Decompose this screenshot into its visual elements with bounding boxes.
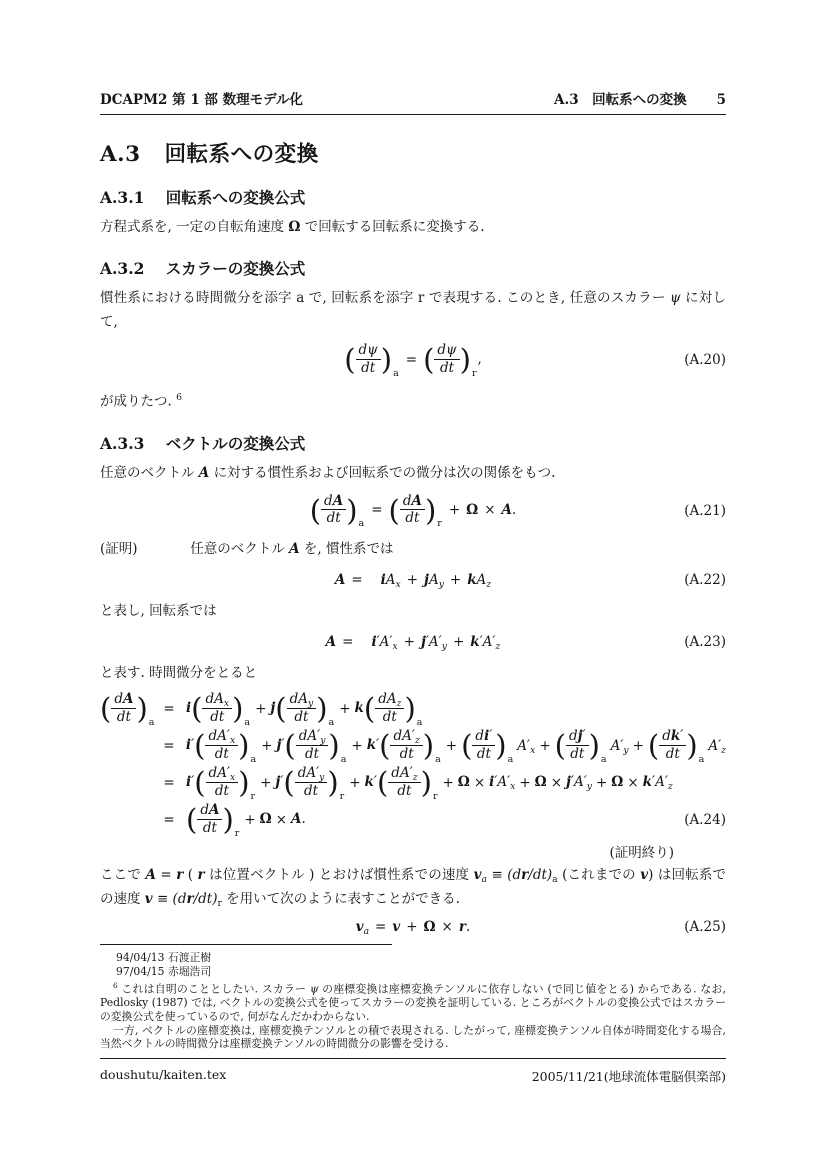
equation-a20-body: ( $\frac{d\psi}{dt}$ )$_a=$ ( $\frac{d\psi}{dt}$ )$_r$, xyxy=(344,342,482,379)
proof-end-label: (証明終り) xyxy=(609,844,674,861)
equation-a22-number: (A.22) xyxy=(684,571,726,588)
equation-a20 xyxy=(100,338,726,382)
equation-a24-row1-lhs: ( $\frac{dA}{dt}$ )$_a$ xyxy=(100,691,155,728)
footnote-6-paragraph-1: $^6$ これは自明のこととしたい. スカラー ψ の座標変換は座標変換テンソルに依存しない (で同じ値をとる) からである. なお, Pedlosky (1987) では, ベクトルの変換公式を使ってスカラーの変換を証明している. ところがベクトルの変換公式ではスカラーの変換公式を使っているので, 何がなんだかわからない. xyxy=(100,980,726,1023)
equation-a24-row1-rhs: i( $\frac{dA_x}{dt}$ )$_a+ j$( $\frac{dA_y}{dt}$ )$_a+ k$( $\frac{dA_z}{dt}$ )$_a$ xyxy=(186,691,423,728)
page-footer xyxy=(100,1058,726,1085)
equation-a24-row3 xyxy=(100,765,726,802)
equals-sign: = xyxy=(163,812,175,828)
equation-a23 xyxy=(100,625,726,659)
subsection-heading-a33 xyxy=(100,432,726,454)
equation-a24-row1 xyxy=(100,691,726,728)
equation-a21 xyxy=(100,489,726,533)
proof-intro-text: 任意のベクトル A を, 慣性系では xyxy=(190,540,394,557)
equation-a22-body: $A = iA_x + jA_y + kA_z$ xyxy=(334,571,492,590)
equation-a21-number: (A.21) xyxy=(684,502,726,519)
paragraph-holds: が成りたつ. $^6$ xyxy=(100,392,182,410)
footnote-date-2: 97/04/15 赤堀浩司 xyxy=(116,964,212,978)
header-left-title: DCAPM2 第 1 部 数理モデル化 xyxy=(100,92,303,108)
paragraph-velocity: ここで A = r ( r は位置ベクトル ) とおけば慣性系での速度 $v_a \equiv (dr/dt)_a$ (これまでの v) は回転系での速度 $v \equiv (dr/dt)_r$ を用いて次のように表すことができる. xyxy=(100,866,727,909)
subsection-number: A.3.2 xyxy=(100,259,145,278)
equation-a24-number: (A.24) xyxy=(684,812,726,828)
equation-a23-number: (A.23) xyxy=(684,633,726,650)
equation-a24-row2 xyxy=(100,728,726,765)
subsection-title: ベクトルの変換公式 xyxy=(165,434,306,453)
footer-date-credit: 2005/11/21(地球流体電脳倶楽部) xyxy=(531,1069,726,1084)
equation-a24-row2-rhs: i′( $\frac{dA'_x}{dt}$ )$_a+ j'$( $\frac{dA'_y}{dt}$ )$_a+ k'$( $\frac{dA'_z}{dt}$ )$_a+$ ( $\frac{di'}{dt}$ )$_aA'_x$ + ( $\frac{dj'}{dt}$ )$_aA'_y$ + ( $\frac{dk'}{dt}$ )$_aA'_z$ xyxy=(185,728,726,765)
proof-label: (証明) xyxy=(100,540,138,557)
header-right xyxy=(554,88,726,108)
footnote-block xyxy=(100,944,726,1051)
subsection-title: 回転系への変換公式 xyxy=(165,189,306,207)
equation-a23-body: $A = i'A'_x + j'A'_y + k'A'_z$ xyxy=(325,633,501,652)
equation-a24-row4 xyxy=(100,802,726,839)
subsection-number: A.3.1 xyxy=(100,188,145,207)
footnote-separator xyxy=(100,944,392,945)
paragraph-timederiv: と表す. 時間微分をとると xyxy=(100,664,258,681)
equation-a24 xyxy=(100,691,726,839)
footer-filename: doushutu/kaiten.tex xyxy=(100,1067,227,1082)
equals-sign: = xyxy=(163,775,175,791)
equals-sign: = xyxy=(163,701,175,717)
proof-start-line xyxy=(100,537,726,561)
equation-a20-number: (A.20) xyxy=(684,352,726,368)
equation-a24-row4-rhs: ( $\frac{dA}{dt}$ )$_r+ \Omega \times A$. xyxy=(186,802,306,839)
equation-a25-number: (A.25) xyxy=(684,918,726,935)
page-header xyxy=(100,88,726,115)
subsection-heading-a32 xyxy=(100,257,726,279)
section-number: A.3 xyxy=(100,142,141,167)
equals-sign: = xyxy=(163,738,175,754)
subsection-heading-a31 xyxy=(100,186,726,208)
paragraph-intro: 方程式系を, 一定の自転角速度 Ω で回転する回転系に変換する. xyxy=(100,219,485,235)
paragraph-rotsys: と表し, 回転系では xyxy=(100,602,217,619)
footnote-6-paragraph-2: 一方, ベクトルの座標変換は, 座標変換テンソルとの積で表現される. したがって, 座標変換テンソル自体が時間変化する場合, 当然ベクトルの時間微分は座標変換テンソルの時間微分の影響を受ける. xyxy=(100,1023,726,1051)
subsection-number: A.3.3 xyxy=(100,433,145,453)
equation-a24-row3-rhs: i′( $\frac{dA'_x}{dt}$ )$_r+ j'$( $\frac{dA'_y}{dt}$ )$_r+ k'$( $\frac{dA'_z}{dt}$ )$_r+ \Omega \times i'A'_x + \Omega \times j'A'_y + \Omega \times k'A'_z$ xyxy=(186,765,673,802)
header-page-number: 5 xyxy=(716,92,726,108)
equation-a22 xyxy=(100,563,726,597)
header-section-title: A.3 回転系への変換 xyxy=(554,92,687,108)
equation-a21-body: ( $\frac{dA}{dt}$ )$_a=$ ( $\frac{dA}{dt}$ )$_r+ \Omega \times A$. xyxy=(309,492,517,529)
paragraph-scalar: 慣性系における時間微分を添字 a で, 回転系を添字 r で表現する. このとき, 任意のスカラー ψ に対して, xyxy=(100,290,726,330)
section-heading-a3 xyxy=(100,137,726,168)
footnote-date-1: 94/04/13 石渡正樹 xyxy=(116,951,212,964)
paragraph-vector: 任意のベクトル A に対する慣性系および回転系での微分は次の関係をもつ. xyxy=(100,464,556,481)
equation-a25 xyxy=(100,913,726,941)
equation-a25-body: $v_a = v + \Omega \times r$. xyxy=(355,918,471,937)
subsection-title: スカラーの変換公式 xyxy=(165,260,306,278)
section-title: 回転系への変換 xyxy=(164,142,319,167)
